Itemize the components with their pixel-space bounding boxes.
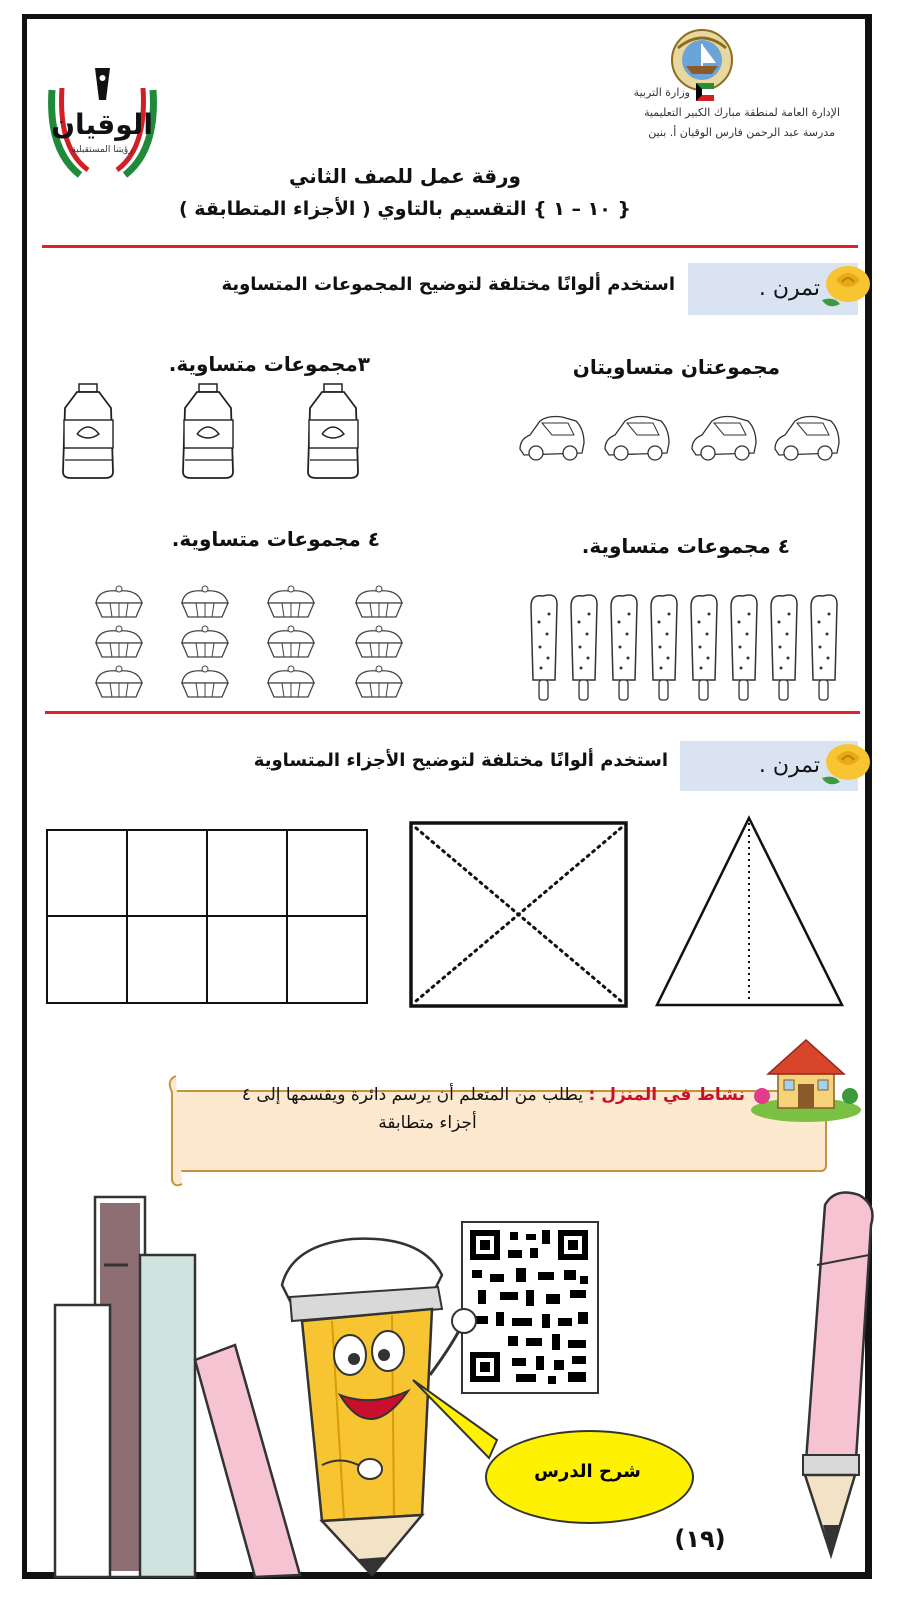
bubble-tail (405, 1370, 505, 1470)
car-icon (605, 417, 669, 461)
popsicle-icon (571, 595, 597, 700)
rose-icon (812, 734, 878, 794)
bottle-icon (183, 384, 233, 478)
cupcake-icon (96, 666, 142, 697)
cupcake-icon (182, 626, 228, 657)
popsicle-icon (691, 595, 717, 700)
logo-subtitle: رؤيتنا المستقبلية (71, 145, 133, 155)
bottles-group (55, 382, 365, 482)
popsicle-icon (811, 595, 837, 700)
popsicle-icon (771, 595, 797, 700)
popsicle-icon (531, 595, 557, 700)
divider-top (42, 245, 858, 248)
homework-line2: أجزاء متطابقة (378, 1113, 477, 1133)
cupcake-icon (96, 586, 142, 617)
worksheet-title: ورقة عمل للصف الثاني (289, 164, 521, 188)
homework-text (200, 1082, 745, 1108)
exercise2-instruction: استخدم ألوانًا مختلفة لتوضيح الأجزاء المتساوية (253, 750, 668, 771)
cars-group (515, 405, 845, 470)
school-name: مدرسة عبد الرحمن فارس الوقيان أ. بنين (648, 126, 835, 139)
house-icon (748, 1030, 863, 1125)
popsicle-icon (611, 595, 637, 700)
lesson-bubble-text: شرح الدرس (534, 1461, 641, 1482)
group-label-cupcakes: ٤ مجموعات متساوية. (171, 527, 380, 551)
divider-middle (45, 711, 860, 714)
cupcake-icon (356, 586, 402, 617)
group-label-bottles: ٣مجموعات متساوية. (168, 352, 370, 376)
exercise1-label: تمرن . (688, 263, 858, 315)
cupcakes-group (88, 585, 418, 705)
pencil-right-icon (795, 1185, 890, 1575)
logo-title: الوقيان (51, 108, 153, 141)
ministry-name: وزارة التربية (633, 86, 690, 99)
group-label-cars: مجموعتان متساويتان (572, 355, 780, 379)
rectangle-eighths-shape[interactable] (45, 828, 370, 1006)
homework-heading: نشاط في المنزل : (588, 1085, 745, 1105)
car-icon (775, 417, 839, 461)
homework-line1: يطلب من المتعلم أن يرسم دائرة ويقسمها إلى ٤ (241, 1085, 584, 1105)
bottle-icon (63, 384, 113, 478)
cupcake-icon (182, 666, 228, 697)
exercise2-label: تمرن . (680, 741, 858, 791)
popsicle-icon (651, 595, 677, 700)
directorate-name: الإدارة العامة لمنطقة مبارك الكبير التعليمية (644, 106, 840, 119)
bottle-icon (308, 384, 358, 478)
kuwait-flag-icon (696, 83, 714, 101)
cupcake-icon (356, 626, 402, 657)
car-icon (692, 417, 756, 461)
rose-icon (812, 256, 878, 316)
worksheet-subtitle: { ١٠ – ١ } التقسيم بالتاوي ( الأجزاء المتطابقة ) (179, 198, 631, 220)
triangle-halves-shape[interactable] (652, 815, 847, 1008)
cupcake-icon (182, 586, 228, 617)
scroll-curl-icon (160, 1070, 190, 1190)
cupcake-icon (268, 586, 314, 617)
popsicles-group (525, 590, 855, 705)
cupcake-icon (268, 626, 314, 657)
square-quarters-shape[interactable] (408, 820, 630, 1010)
popsicle-icon (731, 595, 757, 700)
cupcake-icon (268, 666, 314, 697)
cupcake-icon (356, 666, 402, 697)
cupcake-icon (96, 626, 142, 657)
car-icon (520, 417, 584, 461)
page-number: (١٩) (674, 1525, 726, 1553)
exercise1-instruction: استخدم ألوانًا مختلفة لتوضيح المجموعات المتساوية (221, 274, 675, 295)
group-label-popsicles: ٤ مجموعات متساوية. (581, 534, 790, 558)
